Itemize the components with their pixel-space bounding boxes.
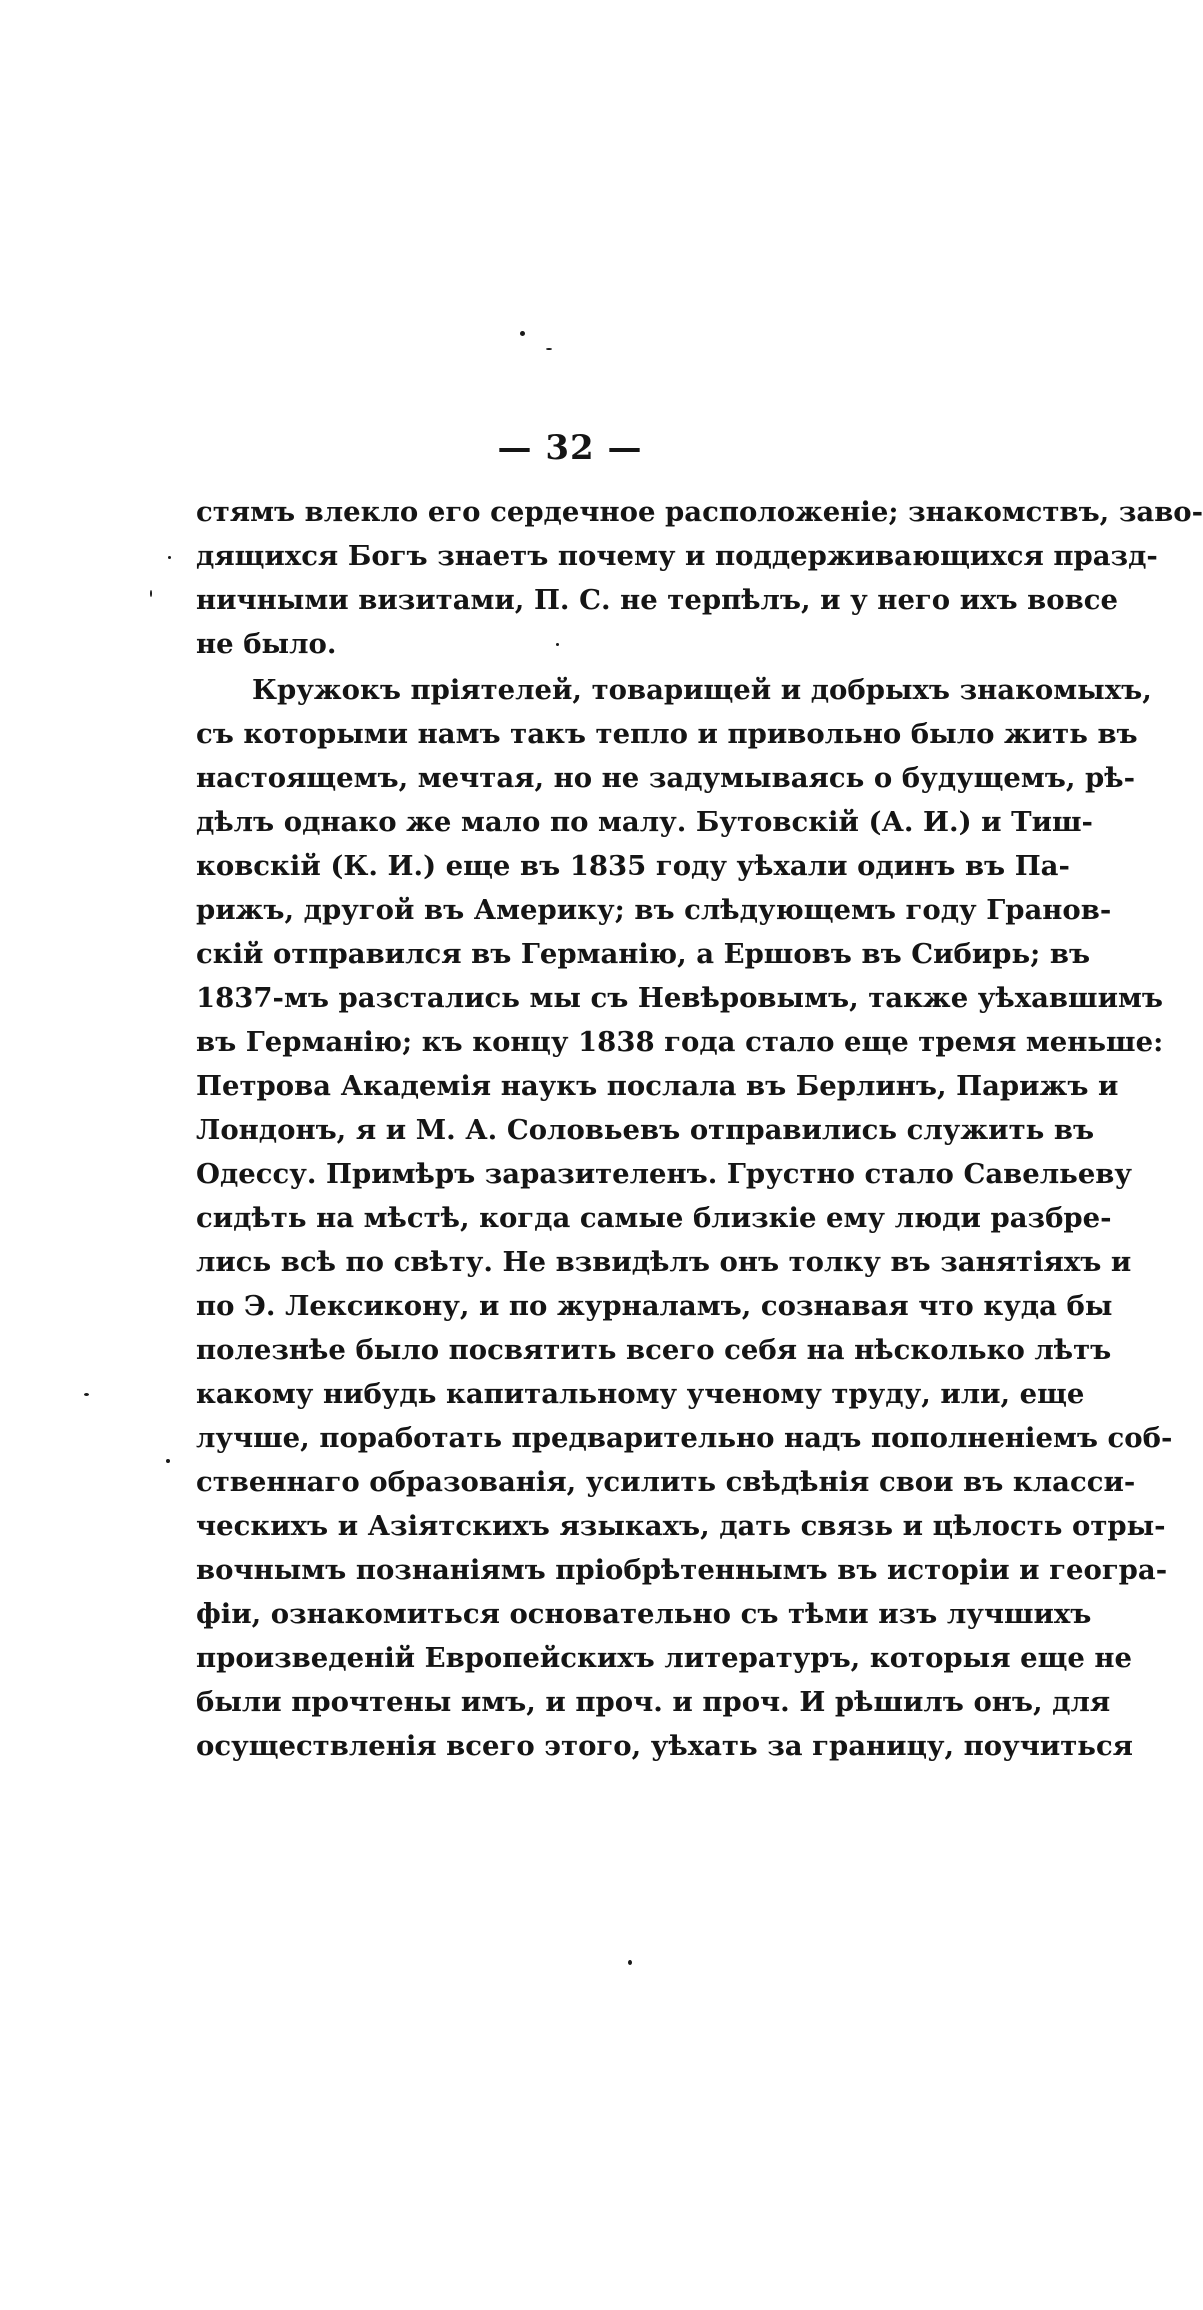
- print-speck: [628, 1960, 632, 1965]
- text-line: настоящемъ, мечтая, но не задумываясь о будущемъ, рѣ-: [196, 762, 1135, 794]
- text-line: ничными визитами, П. С. не терпѣлъ, и у него ихъ вовсе: [196, 584, 1118, 616]
- text-line: ственнаго образованія, усилить свѣдѣнія свои въ класси-: [196, 1466, 1136, 1498]
- text-line: лись всѣ по свѣту. Не взвидѣлъ онъ толку въ занятіяхъ и: [196, 1246, 1132, 1278]
- print-speck: [546, 348, 552, 350]
- text-line: осуществленія всего этого, уѣхать за границу, поучиться: [196, 1730, 1134, 1762]
- text-line: какому нибудь капитальному ученому труду, или, еще: [196, 1378, 1085, 1410]
- text-line: по Э. Лексикону, и по журналамъ, сознавая что куда бы: [196, 1290, 1113, 1322]
- text-line: Одессу. Примѣръ заразителенъ. Грустно стало Савельеву: [196, 1158, 1133, 1190]
- text-line: произведеній Европейскихъ литературъ, которыя еще не: [196, 1642, 1133, 1674]
- text-line: ческихъ и Азіятскихъ языкахъ, дать связь и цѣлость отры-: [196, 1510, 1166, 1542]
- print-speck: [520, 331, 525, 336]
- text-line: полезнѣе было посвятить всего себя на нѣсколько лѣтъ: [196, 1334, 1112, 1366]
- print-speck: [150, 590, 152, 597]
- print-speck: [166, 1459, 170, 1463]
- text-line: скій отправился въ Германію, а Ершовъ въ Сибирь; въ: [196, 938, 1091, 970]
- text-line: въ Германію; къ концу 1838 года стало еще тремя меньше:: [196, 1026, 1164, 1058]
- text-line: Петрова Академія наукъ послала въ Берлинъ, Парижъ и: [196, 1070, 1119, 1102]
- text-line: Лондонъ, я и М. А. Соловьевъ отправились служить въ: [196, 1114, 1095, 1146]
- text-line: вочнымъ познаніямъ пріобрѣтеннымъ въ исторіи и геогра-: [196, 1554, 1168, 1586]
- text-line: ковскій (К. И.) еще въ 1835 году уѣхали одинъ въ Па-: [196, 850, 1070, 882]
- print-speck: [84, 1393, 89, 1396]
- text-line: не было.: [196, 628, 337, 660]
- page-number: — 32 —: [497, 428, 643, 468]
- text-line: дѣлъ однако же мало по малу. Бутовскій (А. И.) и Тиш-: [196, 806, 1093, 838]
- text-line: сидѣть на мѣстѣ, когда самые близкіе ему люди разбре-: [196, 1202, 1112, 1234]
- text-line: 1837-мъ разстались мы съ Невѣровымъ, также уѣхавшимъ: [196, 982, 1163, 1014]
- print-speck: [168, 556, 171, 559]
- text-line: дящихся Богъ знаетъ почему и поддерживающихся празд-: [196, 540, 1158, 572]
- body-text: [196, 490, 1203, 1768]
- text-line: были прочтены имъ, и проч. и проч. И рѣшилъ онъ, для: [196, 1686, 1111, 1718]
- text-line: фіи, ознакомиться основательно съ тѣми изъ лучшихъ: [196, 1598, 1092, 1630]
- text-line: съ которыми намъ такъ тепло и привольно было жить въ: [196, 718, 1138, 750]
- text-line: рижъ, другой въ Америку; въ слѣдующемъ году Гранов-: [196, 894, 1112, 926]
- text-line: лучше, поработать предварительно надъ пополненіемъ соб-: [196, 1422, 1173, 1454]
- text-line: стямъ влекло его сердечное расположеніе; знакомствъ, заво-: [196, 496, 1203, 528]
- paragraph-first-line: Кружокъ пріятелей, товарищей и добрыхъ знакомыхъ,: [252, 674, 1152, 706]
